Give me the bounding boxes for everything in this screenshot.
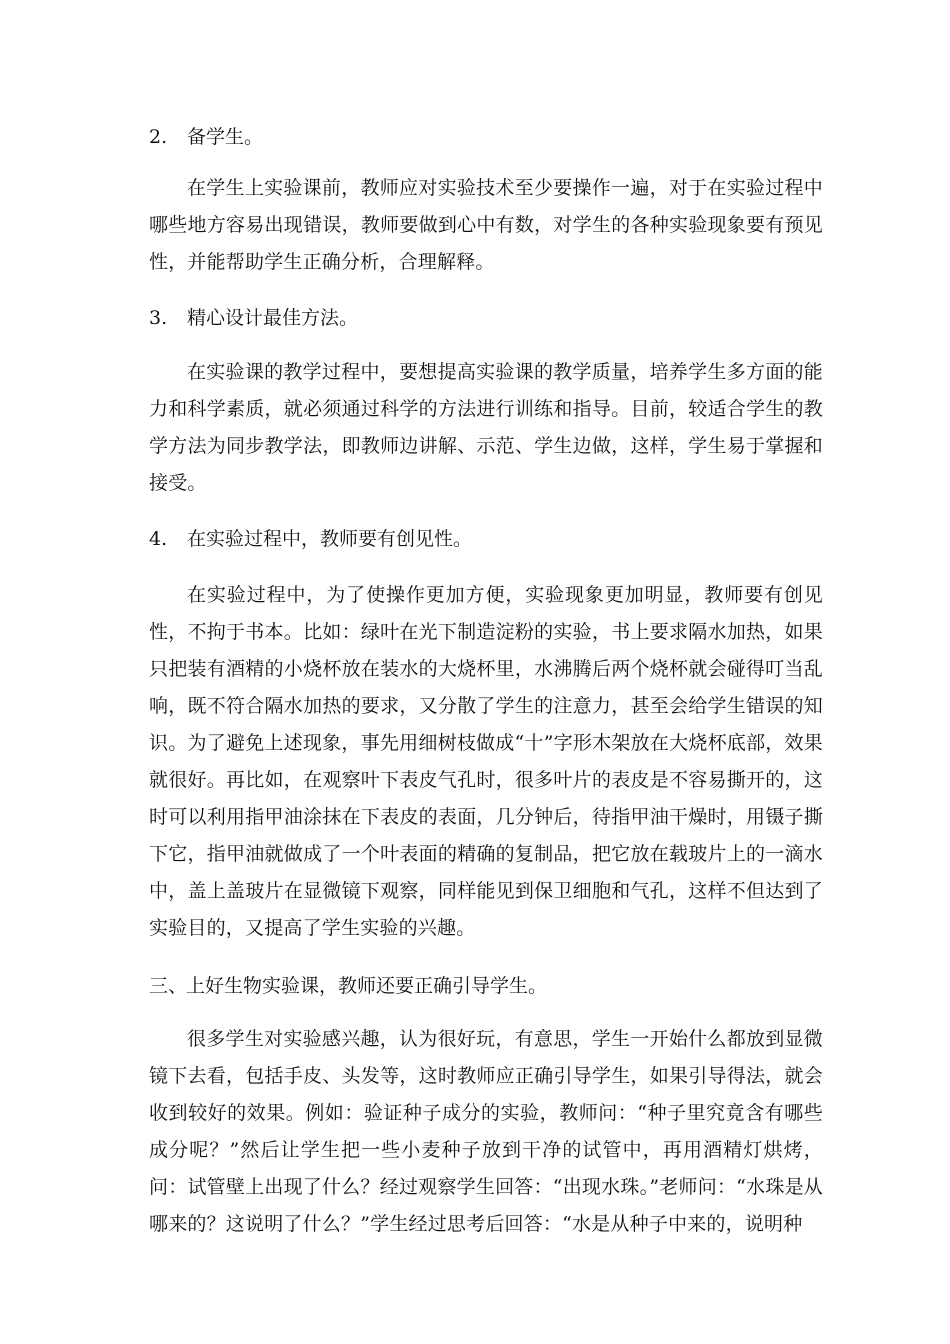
section-paragraph-2: 在学生上实验课前，教师应对实验技术至少要操作一遍，对于在实验过程中哪些地方容易出现错误，教师要做到心中有数，对学生的各种实验现象要有预见性，并能帮助学生正确分析，合理解释。 (149, 177, 823, 273)
heading-number: 三、 (149, 975, 188, 997)
section-paragraph-three: 很多学生对实验感兴趣，认为很好玩，有意思，学生一开始什么都放到显微镜下去看，包括手皮、头发等，这时教师应正确引导学生，如果引导得法，就会收到较好的效果。例如：验证种子成分的实验，教师问：“种子里究竟含有哪些成分呢？”然后让学生把一些小麦种子放到干净的试管中，再用酒精灯烘烤，问：试管壁上出现了什么？经过观察学生回答：“出现水珠。”老师问：“水珠是从哪来的？这说明了什么？”学生经过思考后回答：“水是从种子中来的，说明种 (149, 1028, 823, 1235)
heading-text: 备学生。 (187, 126, 264, 148)
section-paragraph-3: 在实验课的教学过程中，要想提高实验课的教学质量，培养学生多方面的能力和科学素质，就必须通过科学的方法进行训练和指导。目前，较适合学生的教学方法为同步教学法，即教师边讲解、示范、学生边做，这样，学生易于掌握和接受。 (149, 361, 823, 494)
section-paragraph-4: 在实验过程中，为了使操作更加方便，实验现象更加明显，教师要有创见性，不拘于书本。比如：绿叶在光下制造淀粉的实验，书上要求隔水加热，如果只把装有酒精的小烧杯放在装水的大烧杯里，水沸腾后两个烧杯就会碰得叮当乱响，既不符合隔水加热的要求，又分散了学生的注意力，甚至会给学生错误的知识。为了避免上述现象，事先用细树枝做成“十”字形木架放在大烧杯底部，效果就很好。再比如，在观察叶下表皮气孔时，很多叶片的表皮是不容易撕开的，这时可以利用指甲油涂抹在下表皮的表面，几分钟后，待指甲油干燥时，用镊子撕下它，指甲油就做成了一个叶表面的精确的复制品，把它放在载玻片上的一滴水中，盖上盖玻片在显微镜下观察，同样能见到保卫细胞和气孔，这样不但达到了实验目的，又提高了学生实验的兴趣。 (149, 584, 823, 939)
section-heading-three (149, 974, 839, 999)
section-heading-2 (149, 125, 839, 150)
heading-text: 精心设计最佳方法。 (187, 307, 359, 329)
heading-text: 上好生物实验课，教师还要正确引导学生。 (186, 975, 548, 997)
heading-number: 4. (149, 528, 168, 550)
section-heading-4 (149, 527, 839, 552)
heading-text: 在实验过程中，教师要有创见性。 (187, 528, 473, 550)
section-heading-3 (149, 306, 839, 331)
heading-number: 3. (149, 307, 168, 329)
heading-number: 2. (149, 126, 168, 148)
